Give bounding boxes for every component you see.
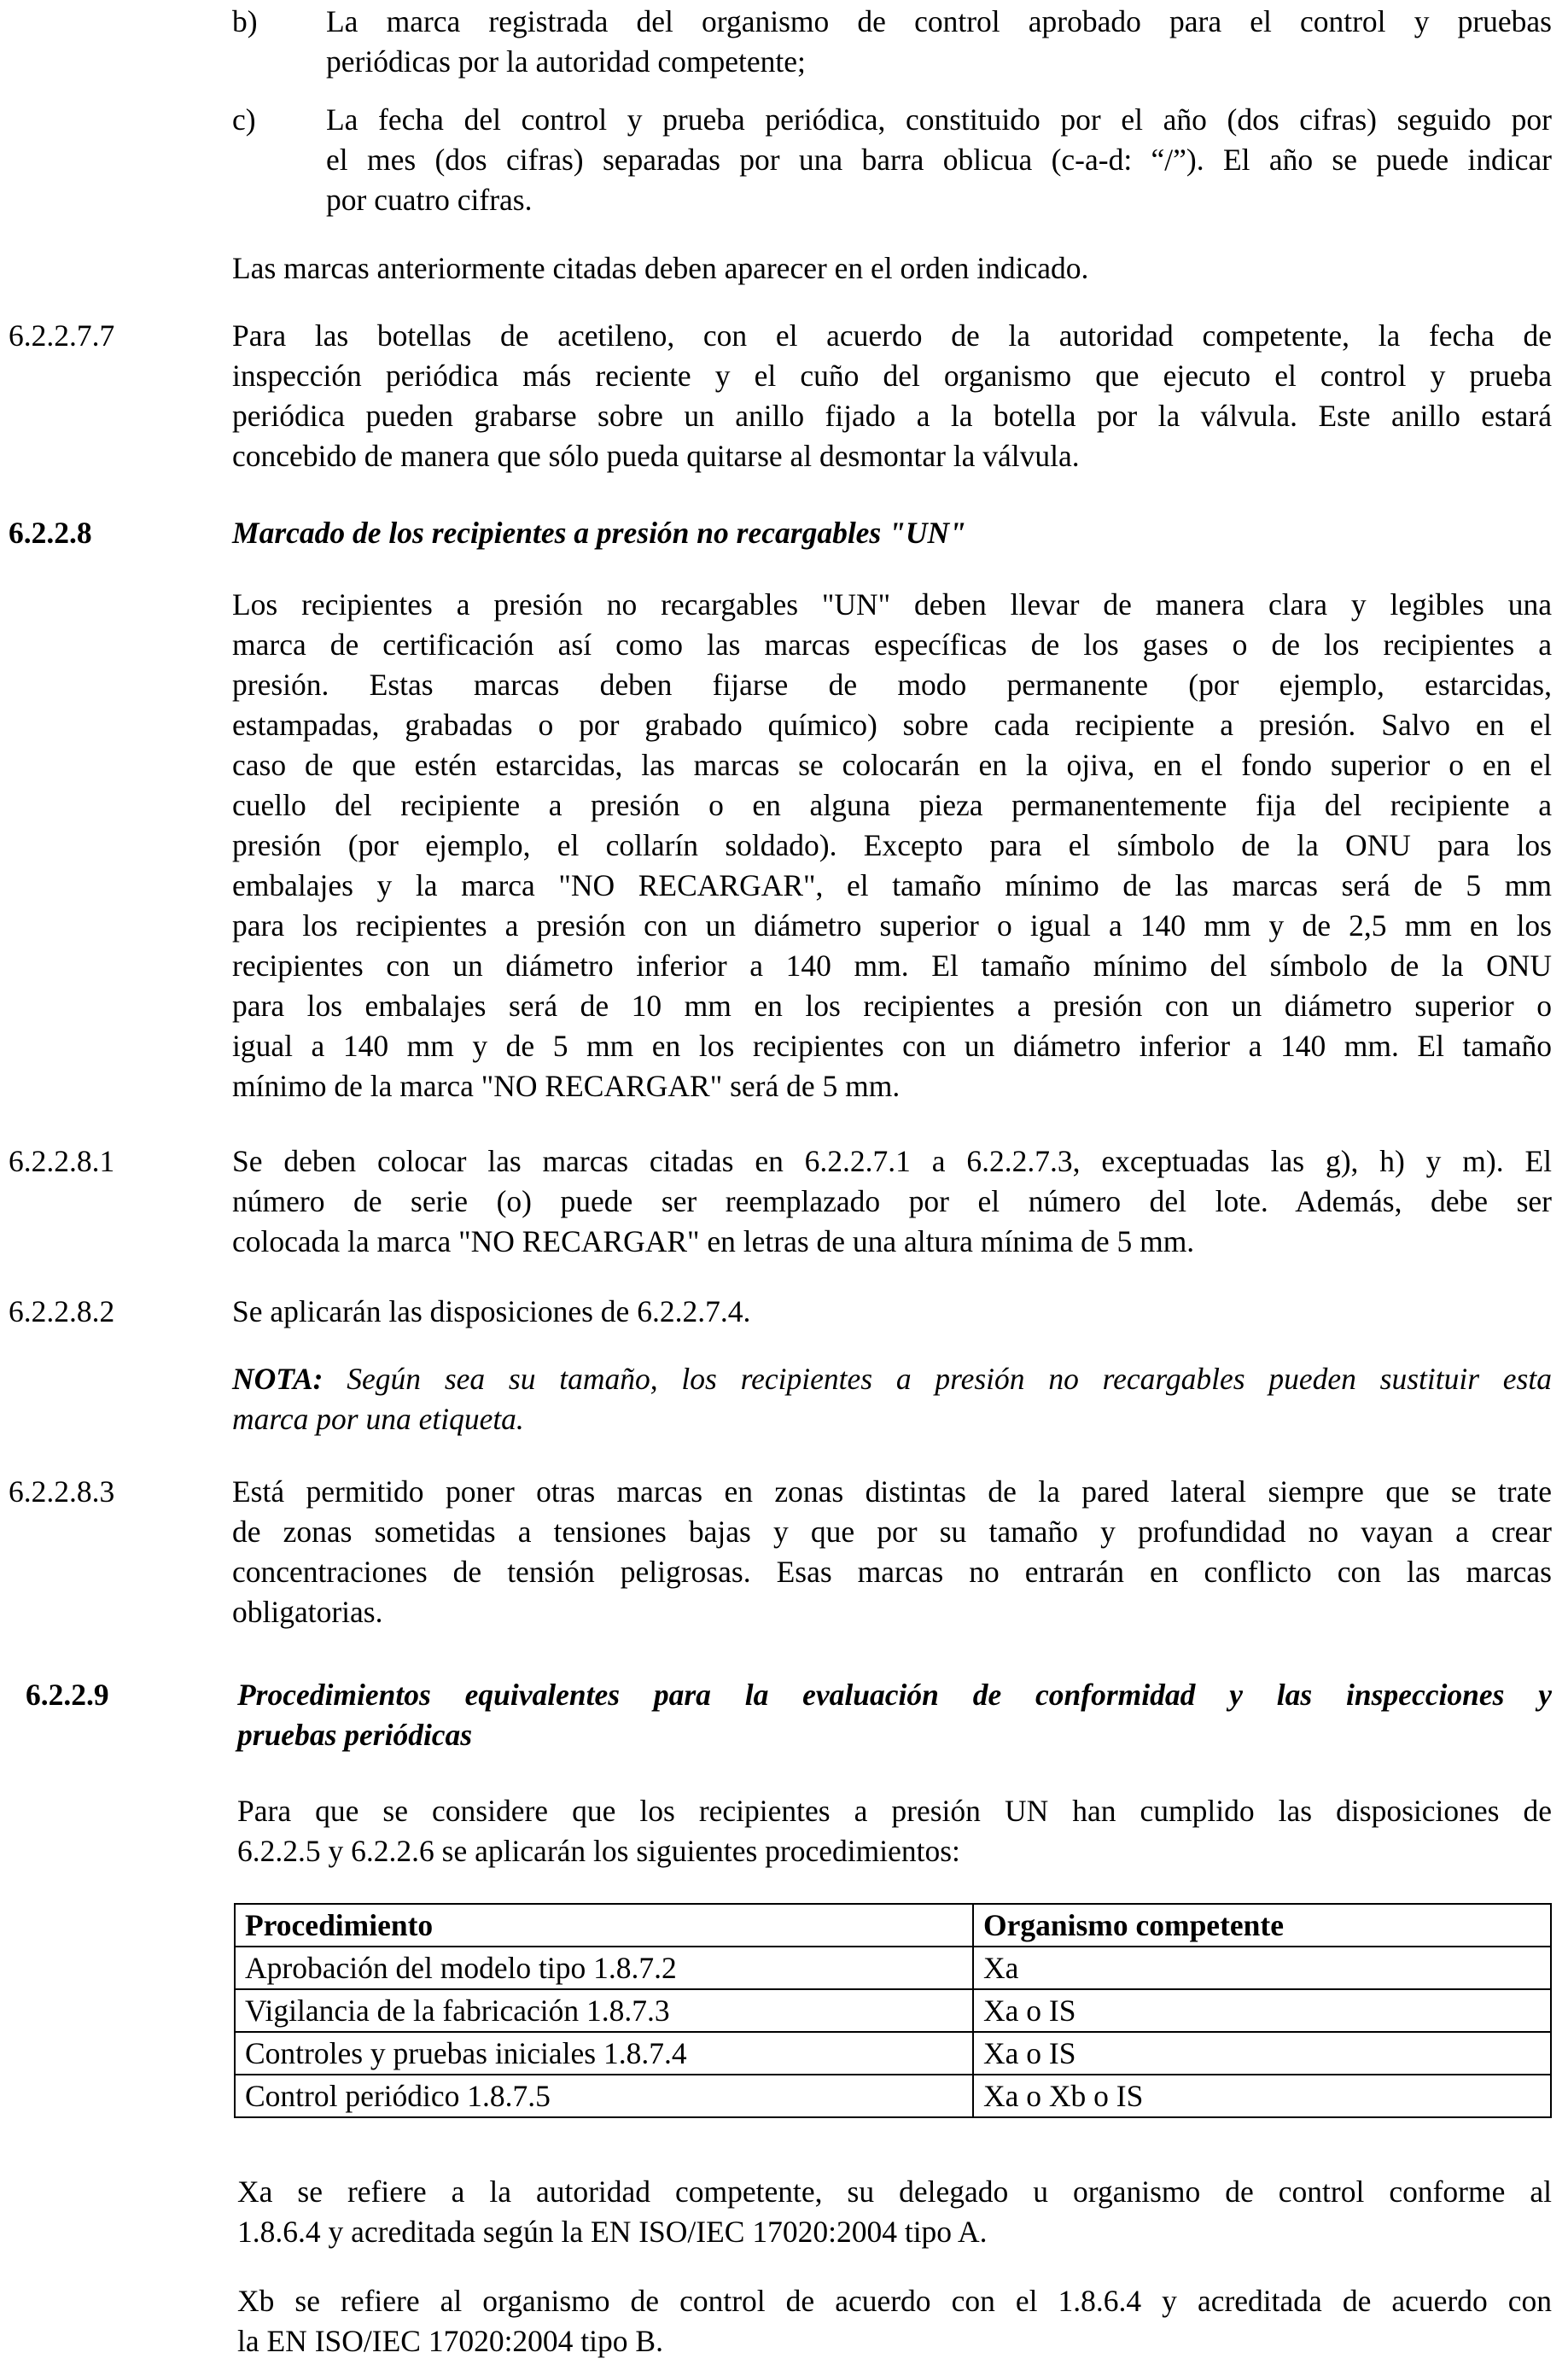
text-line: concebido de manera que sólo pueda quitarse al desmontar la válvula.: [232, 439, 1080, 473]
text-line: embalajes y la marca "NO RECARGAR", el tamaño mínimo de las marcas será de 5 mm: [232, 868, 1552, 902]
text-line: Para las botellas de acetileno, con el acuerdo de la autoridad competente, la fecha de: [232, 318, 1552, 353]
section-title: pruebas periódicas: [237, 1718, 473, 1752]
text-line: el mes (dos cifras) separadas por una barra oblicua (c-a-d: “/”). El año se puede indicar: [326, 143, 1552, 177]
table-cell: Vigilancia de la fabricación 1.8.7.3: [235, 1989, 973, 2032]
text-line: Los recipientes a presión no recargables "UN" deben llevar de manera clara y legibles una: [232, 587, 1552, 622]
text-line: Está permitido poner otras marcas en zonas distintas de la pared lateral siempre que se trate: [232, 1474, 1552, 1509]
note-line: [232, 1359, 1552, 1399]
section-number: 6.2.2.8.3: [9, 1474, 115, 1509]
table-cell: Xa: [973, 1947, 1551, 1989]
column-header: Organismo competente: [973, 1904, 1551, 1947]
table-row: [235, 1989, 1551, 2032]
order-note: Las marcas anteriormente citadas deben aparecer en el orden indicado.: [232, 251, 1089, 285]
text-line: presión (por ejemplo, el collarín soldado). Excepto para el símbolo de la ONU para los: [232, 828, 1552, 862]
text-line: obligatorias.: [232, 1595, 383, 1629]
procedures-table: [234, 1903, 1552, 2118]
text-line: recipientes con un diámetro inferior a 140 mm. El tamaño mínimo del símbolo de la ONU: [232, 949, 1552, 983]
table-cell: Xa o IS: [973, 2032, 1551, 2075]
text-line: 1.8.6.4 y acreditada según la EN ISO/IEC 17020:2004 tipo A.: [237, 2215, 988, 2249]
note-line: marca por una etiqueta.: [232, 1402, 524, 1436]
text-line: igual a 140 mm y de 5 mm en los recipientes con un diámetro inferior a 140 mm. El tamaño: [232, 1029, 1552, 1063]
text-line: Xb se refiere al organismo de control de acuerdo con el 1.8.6.4 y acreditada de acuerdo con: [237, 2284, 1552, 2318]
text-line: periódica pueden grabarse sobre un anillo fijado a la botella por la válvula. Este anillo estará: [232, 399, 1552, 433]
text-line: presión. Estas marcas deben fijarse de modo permanente (por ejemplo, estarcidas,: [232, 668, 1552, 702]
note-label: NOTA:: [232, 1362, 324, 1396]
text-line: para los embalajes será de 10 mm en los recipientes a presión con un diámetro superior o: [232, 989, 1552, 1023]
table-cell: Xa o Xb o IS: [973, 2075, 1551, 2117]
table-cell: Aprobación del modelo tipo 1.8.7.2: [235, 1947, 973, 1989]
section-number: 6.2.2.8: [9, 516, 92, 550]
table-row: [235, 1947, 1551, 1989]
table-cell: Control periódico 1.8.7.5: [235, 2075, 973, 2117]
text-line: concentraciones de tensión peligrosas. Esas marcas no entrarán en conflicto con las marcas: [232, 1555, 1552, 1589]
item-label: b): [232, 4, 258, 38]
text-line: estampadas, grabadas o por grabado químico) sobre cada recipiente a presión. Salvo en el: [232, 708, 1552, 742]
text-line: La fecha del control y prueba periódica, constituido por el año (dos cifras) seguido por: [326, 102, 1552, 137]
table-row: [235, 2032, 1551, 2075]
section-title: Procedimientos equivalentes para la evaluación de conformidad y las inspecciones y: [237, 1678, 1552, 1712]
text-line: 6.2.2.5 y 6.2.2.6 se aplicarán los siguientes procedimientos:: [237, 1834, 960, 1868]
table-header-row: [235, 1904, 1551, 1947]
text-line: Xa se refiere a la autoridad competente, su delegado u organismo de control conforme al: [237, 2174, 1552, 2209]
text-line: inspección periódica más reciente y el cuño del organismo que ejecuto el control y prueba: [232, 359, 1552, 393]
section-number: 6.2.2.9: [26, 1678, 109, 1712]
note-text: Según sea su tamaño, los recipientes a presión no recargables pueden sustituir esta: [347, 1362, 1552, 1396]
text-line: para los recipientes a presión con un diámetro superior o igual a 140 mm y de 2,5 mm en los: [232, 908, 1552, 943]
table-row: [235, 2075, 1551, 2117]
text-line: Se aplicarán las disposiciones de 6.2.2.7.4.: [232, 1294, 751, 1328]
text-line: mínimo de la marca "NO RECARGAR" será de 5 mm.: [232, 1069, 901, 1103]
section-title: Marcado de los recipientes a presión no recargables "UN": [232, 516, 966, 550]
text-line: la EN ISO/IEC 17020:2004 tipo B.: [237, 2324, 663, 2358]
text-line: cuello del recipiente a presión o en alguna pieza permanentemente fija del recipiente a: [232, 788, 1552, 822]
text-line: Para que se considere que los recipientes a presión UN han cumplido las disposiciones de: [237, 1794, 1552, 1828]
section-number: 6.2.2.7.7: [9, 318, 115, 353]
section-number: 6.2.2.8.1: [9, 1144, 115, 1178]
text-line: Se deben colocar las marcas citadas en 6.2.2.7.1 a 6.2.2.7.3, exceptuadas las g), h) y m). El: [232, 1144, 1552, 1178]
text-line: número de serie (o) puede ser reemplazado por el número del lote. Además, debe ser: [232, 1184, 1552, 1218]
item-label: c): [232, 102, 256, 137]
text-line: periódicas por la autoridad competente;: [326, 44, 806, 79]
section-number: 6.2.2.8.2: [9, 1294, 115, 1328]
text-line: La marca registrada del organismo de control aprobado para el control y pruebas: [326, 4, 1552, 38]
text-line: de zonas sometidas a tensiones bajas y que por su tamaño y profundidad no vayan a crear: [232, 1515, 1552, 1549]
table-cell: Xa o IS: [973, 1989, 1551, 2032]
text-line: colocada la marca "NO RECARGAR" en letras de una altura mínima de 5 mm.: [232, 1224, 1195, 1258]
table-cell: Controles y pruebas iniciales 1.8.7.4: [235, 2032, 973, 2075]
text-line: caso de que estén estarcidas, las marcas se colocarán en la ojiva, en el fondo superior o en el: [232, 748, 1552, 782]
text-line: por cuatro cifras.: [326, 183, 533, 217]
column-header: Procedimiento: [235, 1904, 973, 1947]
text-line: marca de certificación así como las marcas específicas de los gases o de los recipientes a: [232, 628, 1552, 662]
